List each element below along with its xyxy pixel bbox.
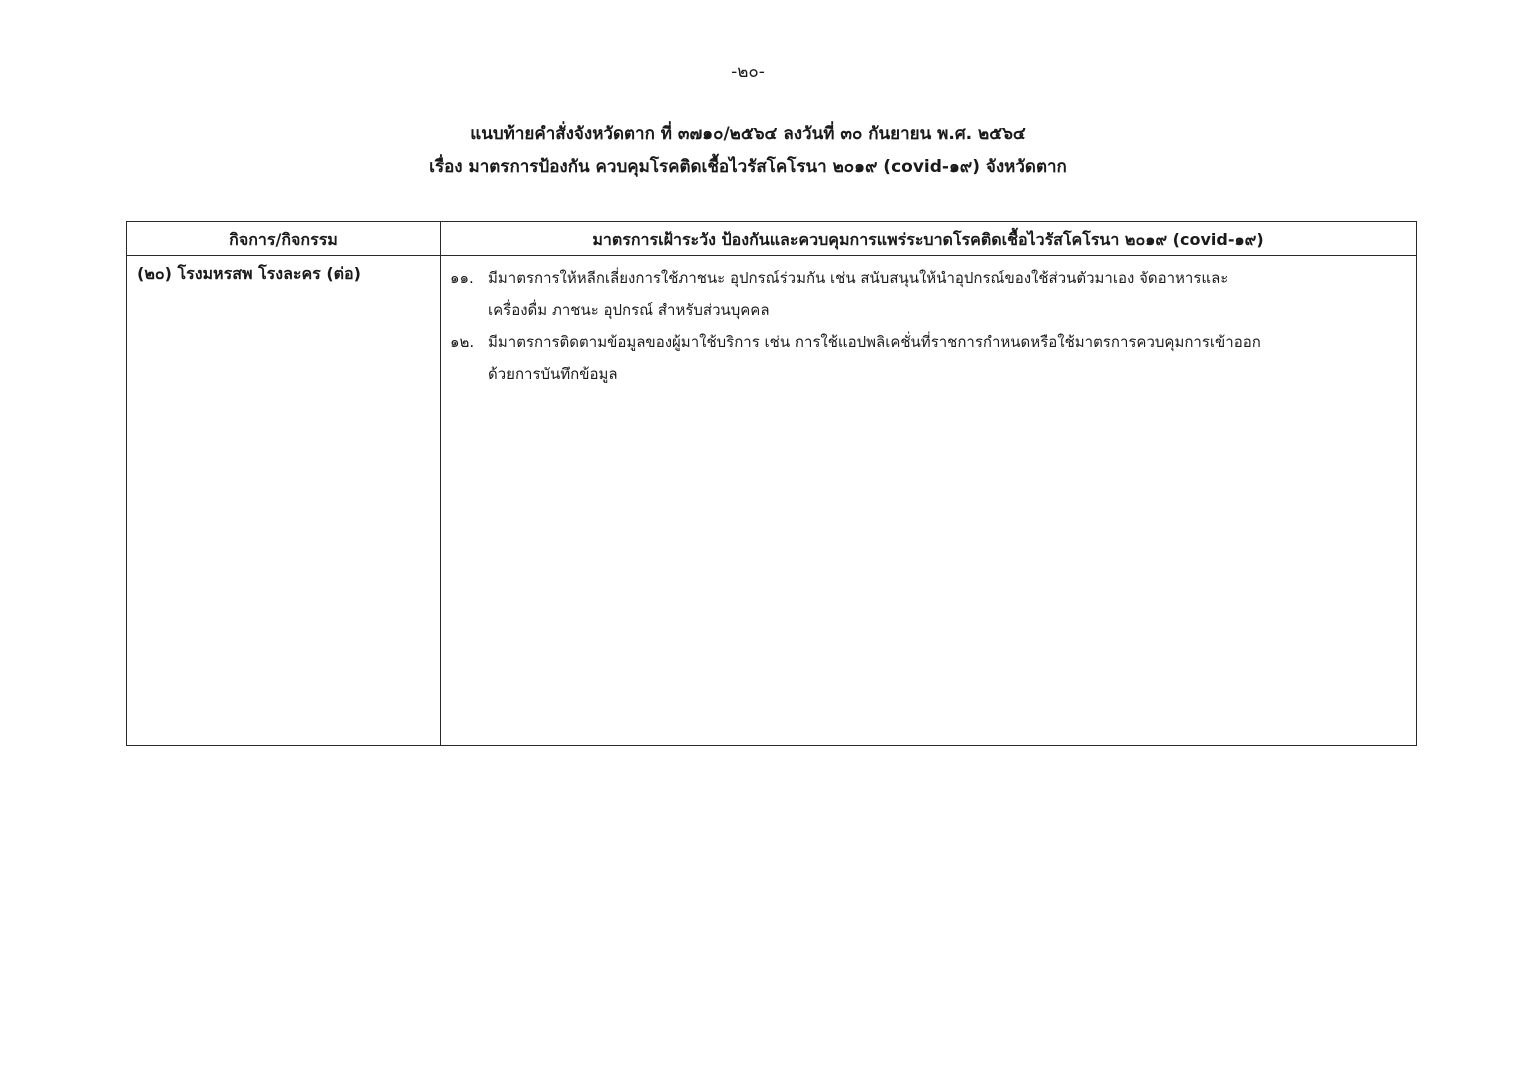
- measures-list: [450, 262, 1405, 390]
- activity-cell: (๒๐) โรงมหรสพ โรงละคร (ต่อ): [137, 264, 361, 283]
- measure-number: ๑๑.: [450, 269, 474, 287]
- column-header-activity: กิจการ/กิจกรรม: [229, 230, 338, 249]
- document-heading-line-2: เรื่อง มาตรการป้องกัน ควบคุมโรคติดเชื้อไวรัสโคโรนา ๒๐๑๙ (covid-๑๙) จังหวัดตาก: [429, 157, 1067, 177]
- column-header-measures: มาตรการเฝ้าระวัง ป้องกันและควบคุมการแพร่ระบาดโรคติดเชื้อไวรัสโคโรนา ๒๐๑๙ (covid-๑๙): [592, 230, 1264, 249]
- measure-text-line: เครื่องดื่ม ภาชนะ อุปกรณ์ สำหรับส่วนบุคคล: [488, 301, 770, 319]
- document-heading-line-1: แนบท้ายคำสั่งจังหวัดตาก ที่ ๓๗๑๐/๒๕๖๔ ลงวันที่ ๓๐ กันยายน พ.ศ. ๒๕๖๔: [470, 124, 1026, 144]
- measure-item: [450, 262, 1405, 326]
- measure-item: [450, 326, 1405, 390]
- column-divider: [440, 222, 441, 745]
- table-header-row: [127, 222, 1416, 256]
- measure-text-line: ด้วยการบันทึกข้อมูล: [488, 365, 618, 383]
- page-number: -๒๐-: [731, 62, 765, 82]
- measure-text-line: มีมาตรการให้หลีกเลี่ยงการใช้ภาชนะ อุปกรณ์ร่วมกัน เช่น สนับสนุนให้นำอุปกรณ์ของใช้ส่วนตัวมาเอง จัดอาหารและ: [488, 269, 1229, 287]
- measure-text-line: มีมาตรการติดตามข้อมูลของผู้มาใช้บริการ เช่น การใช้แอปพลิเคชั่นที่ราชการกำหนดหรือใช้มาตรการควบคุมการเข้าออก: [488, 333, 1261, 351]
- measures-table: [126, 221, 1417, 746]
- measure-number: ๑๒.: [450, 333, 475, 351]
